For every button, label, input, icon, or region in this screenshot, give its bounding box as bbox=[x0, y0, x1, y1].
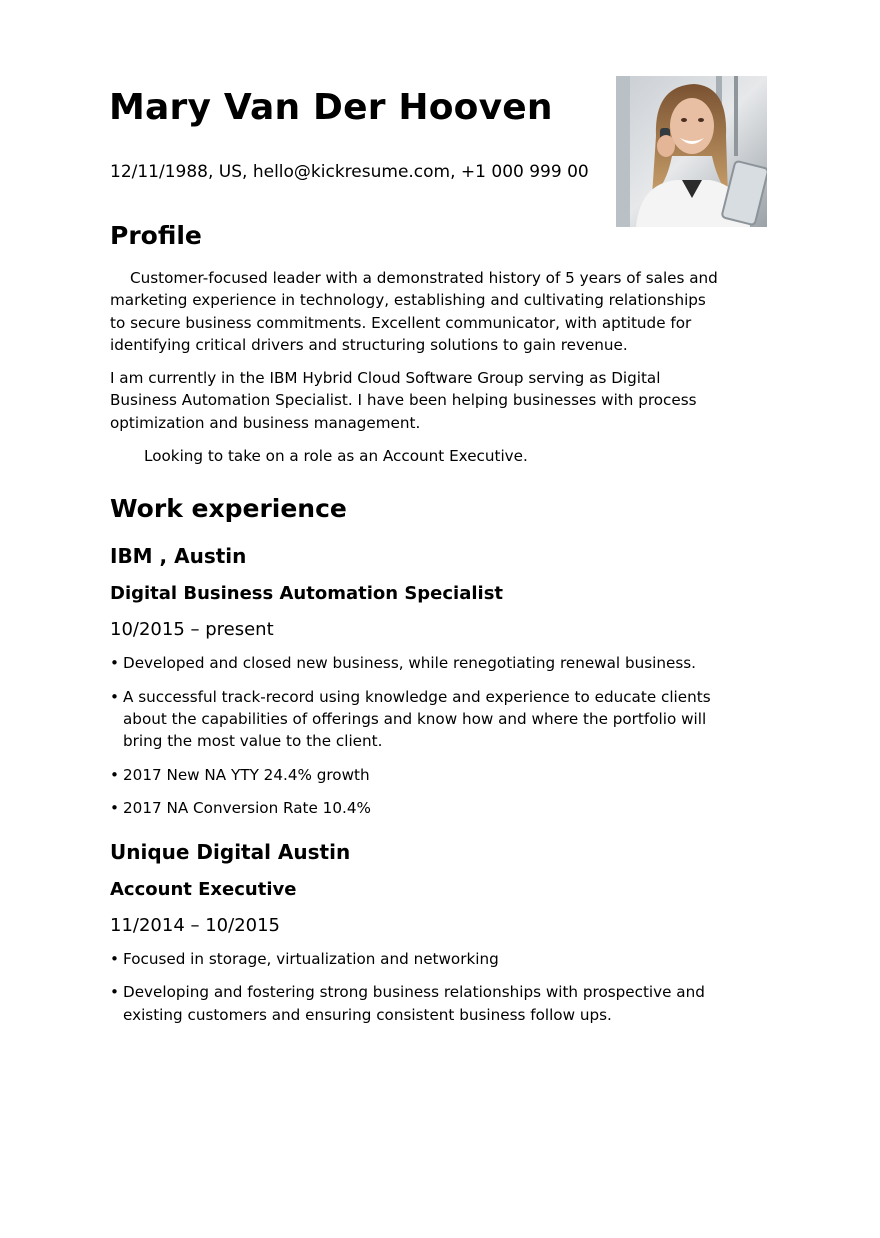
bullet-icon: • bbox=[110, 798, 119, 817]
job-title: Account Executive bbox=[110, 879, 297, 901]
list-item bbox=[110, 652, 720, 674]
bullet-icon: • bbox=[110, 765, 119, 784]
bullet-text: Developed and closed new business, while renegotiating renewal business. bbox=[123, 654, 696, 673]
profile-paragraph: I am currently in the IBM Hybrid Cloud Software Group serving as Digital Business Automation Specialist. I have been helping businesses with process optimization and business management. bbox=[110, 369, 697, 432]
profile-photo bbox=[616, 76, 767, 227]
bullet-icon: • bbox=[110, 654, 119, 673]
bullet-text: Focused in storage, virtualization and networking bbox=[123, 950, 499, 969]
bullet-text: Developing and fostering strong business relationships with prospective and existing customers and ensuring consistent business follow ups. bbox=[123, 983, 705, 1024]
bullet-icon: • bbox=[110, 983, 119, 1002]
job-bullet-list bbox=[110, 948, 720, 1026]
list-item bbox=[110, 764, 720, 786]
job-entry bbox=[110, 837, 720, 1026]
candidate-name: Mary Van Der Hooven bbox=[109, 87, 553, 128]
contact-details: 12/11/1988, US, hello@kickresume.com, +1 000 999 00 bbox=[110, 162, 589, 182]
bullet-text: 2017 NA Conversion Rate 10.4% bbox=[123, 798, 371, 817]
profile-heading: Profile bbox=[110, 221, 202, 250]
list-item bbox=[110, 686, 720, 753]
work-experience-heading: Work experience bbox=[110, 494, 347, 524]
profile-paragraph: Customer-focused leader with a demonstrated history of 5 years of sales and marketing experience in technology, establishing and cultivating relationships to secure business commitments. Excellent communicator, with aptitude for identifying critical drivers and structuring solutions to gain revenue. bbox=[110, 269, 718, 354]
list-item bbox=[110, 981, 720, 1026]
job-dates: 11/2014 – 10/2015 bbox=[110, 915, 280, 937]
bullet-text: A successful track-record using knowledge and experience to educate clients about the capabilities of offerings and know how and where the portfolio will bring the most value to the client. bbox=[123, 687, 711, 751]
bullet-icon: • bbox=[110, 687, 119, 706]
list-item bbox=[110, 948, 720, 970]
job-bullet-list bbox=[110, 652, 720, 819]
bullet-text: 2017 New NA YTY 24.4% growth bbox=[123, 765, 370, 784]
resume-content bbox=[110, 218, 720, 1026]
job-dates: 10/2015 – present bbox=[110, 619, 274, 641]
job-title: Digital Business Automation Specialist bbox=[110, 583, 504, 605]
job-company: IBM , Austin bbox=[110, 544, 247, 569]
job-company: Unique Digital Austin bbox=[110, 840, 351, 865]
list-item bbox=[110, 797, 720, 819]
profile-paragraph: Looking to take on a role as an Account Executive. bbox=[144, 447, 528, 466]
bullet-icon: • bbox=[110, 950, 119, 969]
job-entry bbox=[110, 541, 720, 819]
